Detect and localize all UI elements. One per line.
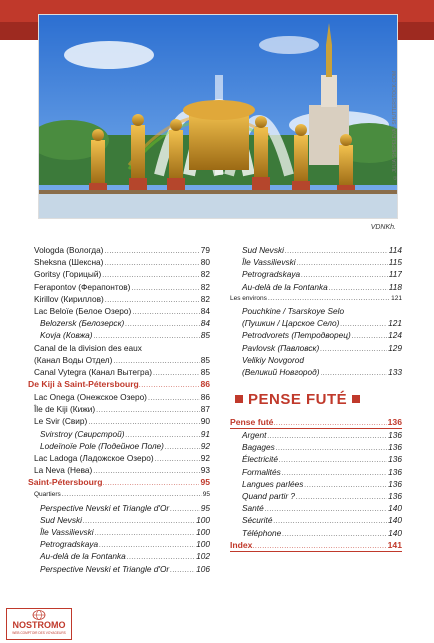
dot-leader	[321, 368, 388, 378]
toc-entry-page: 117	[388, 269, 402, 280]
toc-entry-page: 82	[200, 281, 210, 292]
dot-leader	[285, 246, 388, 256]
toc-section[interactable]	[230, 539, 402, 552]
toc-entry-page: 121	[388, 318, 402, 329]
toc-entry[interactable]	[28, 268, 210, 280]
toc-right-column	[230, 244, 402, 552]
dot-leader	[297, 258, 388, 268]
toc-entry[interactable]	[28, 244, 210, 256]
dot-leader	[329, 283, 388, 293]
toc-line: Velikiy Novgorod	[242, 354, 304, 365]
toc-entry[interactable]	[230, 329, 402, 341]
toc-entry-label: Sheksna (Шексна)	[34, 257, 104, 268]
dot-leader	[340, 319, 387, 329]
toc-entry-label: Index	[230, 539, 253, 550]
toc-entry-label: Sud Nevski	[242, 245, 284, 255]
dot-leader	[282, 468, 387, 478]
toc-entry-page: 136	[388, 454, 402, 465]
toc-entry[interactable]	[230, 441, 402, 453]
toc-entry[interactable]	[28, 329, 210, 341]
toc-entry-page: 129	[388, 342, 402, 353]
toc-entry[interactable]	[28, 502, 210, 514]
toc-entry-page: 92	[200, 440, 210, 451]
toc-entry-label: Sud Nevski	[40, 514, 82, 525]
dot-leader	[139, 379, 200, 391]
toc-entry-label: Au-delà de la Fontanka	[40, 551, 126, 562]
toc-entry-page: 86	[200, 379, 210, 390]
toc-entry-page: 85	[200, 354, 210, 365]
toc-entry-label: Svirstroy (Свирстрой)	[40, 428, 125, 439]
toc-entry-label: Belozersk (Белозерск)	[40, 318, 125, 329]
toc-entry-page: 136	[388, 491, 402, 501]
fountain-photo	[38, 14, 398, 219]
toc-entry-label: Perspective Nevski et Triangle d'Or	[40, 502, 170, 513]
logo-tagline: WEB COMPTOIR DES VOYAGEURS	[12, 631, 66, 635]
toc-entry[interactable]	[230, 342, 402, 354]
toc-entry-label: Ferapontov (Ферапонтов)	[34, 281, 131, 292]
toc-entry[interactable]	[230, 429, 402, 441]
dot-leader	[125, 319, 200, 329]
toc-entry-page: 93	[200, 465, 210, 476]
dot-leader	[267, 431, 387, 441]
photo-credit: © JULIA SHEPELEVA / SHUTTERSTOCK.COM	[392, 70, 398, 180]
toc-entry[interactable]	[230, 453, 402, 465]
toc-entry[interactable]	[230, 466, 402, 478]
toc-entry-page: 118	[388, 281, 402, 292]
toc-entry-label: Petrodvorets (Петродворец)	[242, 330, 351, 341]
dot-leader	[279, 455, 387, 465]
dot-leader	[153, 368, 200, 378]
toc-entry-page: 115	[388, 257, 402, 268]
dot-leader	[352, 331, 387, 341]
toc-entry-page: 85	[200, 330, 210, 341]
dot-leader	[113, 356, 199, 366]
toc-entry[interactable]	[230, 244, 402, 256]
toc-entry[interactable]	[28, 293, 210, 305]
toc-entry-page: 114	[388, 245, 402, 255]
toc-entry-page: 80	[200, 257, 210, 268]
toc-entry-page: 92	[200, 453, 210, 463]
toc-entry[interactable]	[230, 256, 402, 268]
dot-leader	[127, 552, 195, 562]
toc-entry-label: Pense futé	[230, 417, 274, 428]
toc-entry-label: Pavlovsk (Павловск)	[242, 342, 320, 353]
fountain-illustration	[39, 15, 398, 219]
toc-entry-label: Petrogradskaya	[40, 539, 99, 550]
toc-entry-page: 141	[387, 539, 402, 550]
toc-entry[interactable]	[28, 354, 210, 366]
toc-entry-page: 121	[391, 294, 402, 302]
dot-leader	[165, 442, 200, 452]
toc-entry[interactable]	[28, 391, 210, 403]
toc-entry-label: (Пушкин / Царское Село)	[242, 318, 340, 329]
dot-leader	[88, 417, 199, 427]
toc-entry-label: Île Vassilievski	[242, 257, 296, 268]
dot-leader	[304, 480, 387, 490]
toc-entry-page: 100	[196, 514, 210, 525]
toc-entry-label: Formalités	[242, 466, 281, 477]
toc-right-bottom	[230, 416, 402, 552]
toc-entry[interactable]	[230, 366, 402, 378]
globe-icon	[32, 610, 46, 620]
toc-entry-page: 100	[196, 539, 210, 550]
toc-entry[interactable]	[28, 464, 210, 476]
toc-entry-page: 133	[388, 366, 402, 377]
toc-entry-label: (Канал Воды Отдел)	[34, 354, 113, 365]
toc-entry[interactable]	[28, 526, 210, 538]
dot-leader	[320, 344, 387, 354]
square-bullet-icon	[235, 395, 243, 403]
toc-entry-label: Électricité	[242, 454, 278, 465]
toc-entry[interactable]	[28, 538, 210, 550]
toc-entry[interactable]	[28, 428, 210, 440]
toc-entry-label: Lac Beloïe (Белое Озеро)	[34, 305, 132, 316]
toc-entry[interactable]	[230, 502, 402, 514]
toc-entry[interactable]	[28, 317, 210, 329]
toc-entry-page: 95	[200, 502, 210, 513]
toc-entry-label: Île de Kiji (Кижи)	[34, 404, 96, 415]
toc-entry[interactable]	[230, 527, 402, 539]
toc-entry-label: Saint-Pétersbourg	[28, 477, 103, 488]
square-bullet-icon	[352, 395, 360, 403]
toc-entry-label: Santé	[242, 503, 264, 514]
toc-entry-page: 84	[200, 305, 210, 316]
toc-entry-label: De Kiji à Saint-Pétersbourg	[28, 379, 139, 390]
toc-entry-label: Kovja (Ковжа)	[40, 330, 93, 341]
dot-leader	[103, 477, 200, 489]
toc-entry[interactable]	[230, 281, 402, 293]
toc-entry-label: La Neva (Нева)	[34, 465, 93, 476]
toc-entry-page: 86	[200, 392, 210, 403]
dot-leader	[125, 430, 199, 440]
dot-leader	[148, 393, 200, 403]
dot-leader	[102, 270, 200, 280]
toc-entry[interactable]	[230, 490, 402, 502]
toc-entry-page: 91	[200, 428, 210, 439]
toc-entry-label: Langues parlées	[242, 478, 304, 489]
dot-leader	[265, 504, 387, 514]
toc-entry-label: Kirillov (Кириллов)	[34, 293, 104, 304]
toc-section[interactable]	[230, 416, 402, 429]
dot-leader	[99, 540, 195, 550]
toc-entry-label: Quand partir ?	[242, 491, 296, 501]
dot-leader	[282, 529, 387, 539]
toc-entry[interactable]	[28, 281, 210, 293]
toc-entry[interactable]	[28, 452, 210, 464]
toc-entry-page: 102	[196, 551, 210, 562]
toc-entry-page: 84	[200, 318, 210, 329]
toc-entry-label: Perspective Nevski et Triangle d'Or	[40, 563, 170, 574]
dot-leader	[276, 443, 387, 453]
toc-entry[interactable]	[28, 305, 210, 317]
pense-fute-title: PENSE FUTÉ	[248, 390, 348, 408]
toc-entry-page: 106	[196, 563, 210, 574]
toc-entry-page: 136	[388, 478, 402, 489]
toc-line: Canal de la division des eaux	[34, 342, 142, 353]
toc-left-column	[28, 244, 210, 575]
toc-entry[interactable]	[28, 256, 210, 268]
dot-leader	[273, 516, 387, 526]
dot-leader	[83, 516, 195, 526]
toc-entry-page: 136	[388, 442, 402, 453]
toc-entry-label: Petrogradskaya	[242, 269, 301, 280]
dot-leader	[104, 258, 199, 268]
toc-entry-label: Argent	[242, 430, 267, 441]
toc-entry-label: Île Vassilievski	[40, 526, 94, 537]
dot-leader	[95, 528, 196, 538]
toc-entry-label: Lac Onega (Онежское Озеро)	[34, 392, 147, 403]
dot-leader	[93, 466, 199, 476]
toc-entry-label: (Великий Новгород)	[242, 366, 320, 377]
toc-section[interactable]	[28, 476, 210, 489]
photo-caption: VDNKh.	[370, 224, 396, 231]
toc-entry[interactable]	[230, 478, 402, 490]
toc-entry-page: 136	[388, 430, 402, 441]
logo-name: NOSTROMO	[12, 620, 66, 630]
dot-leader	[132, 307, 199, 317]
toc-entry-page: 140	[388, 527, 402, 538]
toc-entry-page: 95	[200, 477, 210, 488]
dot-leader	[252, 540, 386, 552]
toc-entry[interactable]	[230, 317, 402, 329]
dot-leader	[62, 489, 202, 501]
dot-leader	[170, 504, 200, 514]
toc-entry-page: 82	[200, 293, 210, 304]
toc-entry-page: 140	[388, 515, 402, 526]
dot-leader	[96, 405, 200, 415]
toc-section[interactable]	[28, 378, 210, 391]
toc-entry-label: Au-delà de la Fontanka	[242, 281, 328, 292]
toc-entry-label: Lodeïnoïe Pole (Подейное Поле)	[40, 440, 164, 451]
toc-entry[interactable]	[28, 489, 210, 501]
toc-right-top	[230, 244, 402, 378]
toc-entry[interactable]	[28, 366, 210, 378]
dot-leader	[296, 492, 387, 502]
toc-entry[interactable]	[28, 440, 210, 452]
toc-entry-label: Le Svir (Свир)	[34, 416, 88, 427]
toc-entry-page: 136	[388, 466, 402, 477]
toc-entry-label: Sécurité	[242, 515, 273, 526]
nostromo-logo	[6, 608, 72, 640]
dot-leader	[131, 283, 199, 293]
toc-entry-page: 87	[200, 404, 210, 415]
toc-entry-label: Les environs	[230, 294, 267, 302]
toc-entry-page: 136	[387, 417, 402, 428]
toc-entry[interactable]	[28, 514, 210, 526]
toc-entry[interactable]	[230, 293, 402, 305]
dot-leader	[273, 417, 386, 429]
toc-entry[interactable]	[230, 514, 402, 526]
toc-entry-label: Goritsy (Горицый)	[34, 269, 102, 280]
dot-leader	[268, 293, 390, 305]
toc-entry-page: 124	[388, 330, 402, 341]
toc-entry[interactable]	[28, 550, 210, 562]
dot-leader	[104, 246, 199, 256]
dot-leader	[105, 295, 200, 305]
dot-leader	[170, 565, 195, 575]
toc-entry-label: Téléphone	[242, 527, 282, 538]
toc-entry-page: 85	[200, 366, 210, 377]
toc-entry-label: Quartiers	[34, 491, 61, 499]
pense-fute-heading	[230, 388, 402, 410]
toc-line: Pouchkine / Tsarskoye Selo	[242, 305, 345, 316]
toc-entry[interactable]	[28, 415, 210, 427]
toc-entry-label: Lac Ladoga (Ладожское Озеро)	[34, 453, 154, 463]
toc-entry-page: 90	[200, 416, 210, 427]
toc-entry-label: Bagages	[242, 442, 275, 453]
toc-entry-page: 140	[388, 503, 402, 514]
dot-leader	[94, 331, 200, 341]
dot-leader	[155, 454, 200, 464]
toc-entry[interactable]	[28, 563, 210, 575]
toc-entry[interactable]	[28, 403, 210, 415]
toc-entry-page: 95	[202, 491, 210, 499]
toc-entry-page: 100	[196, 526, 210, 537]
toc-entry-page: 79	[200, 245, 210, 255]
toc-entry-page: 82	[200, 269, 210, 280]
toc-entry-label: Vologda (Вологда)	[34, 245, 104, 255]
toc-entry[interactable]	[230, 268, 402, 280]
toc-entry-label: Canal Vytegra (Канал Вытегра)	[34, 366, 152, 377]
dot-leader	[301, 270, 388, 280]
